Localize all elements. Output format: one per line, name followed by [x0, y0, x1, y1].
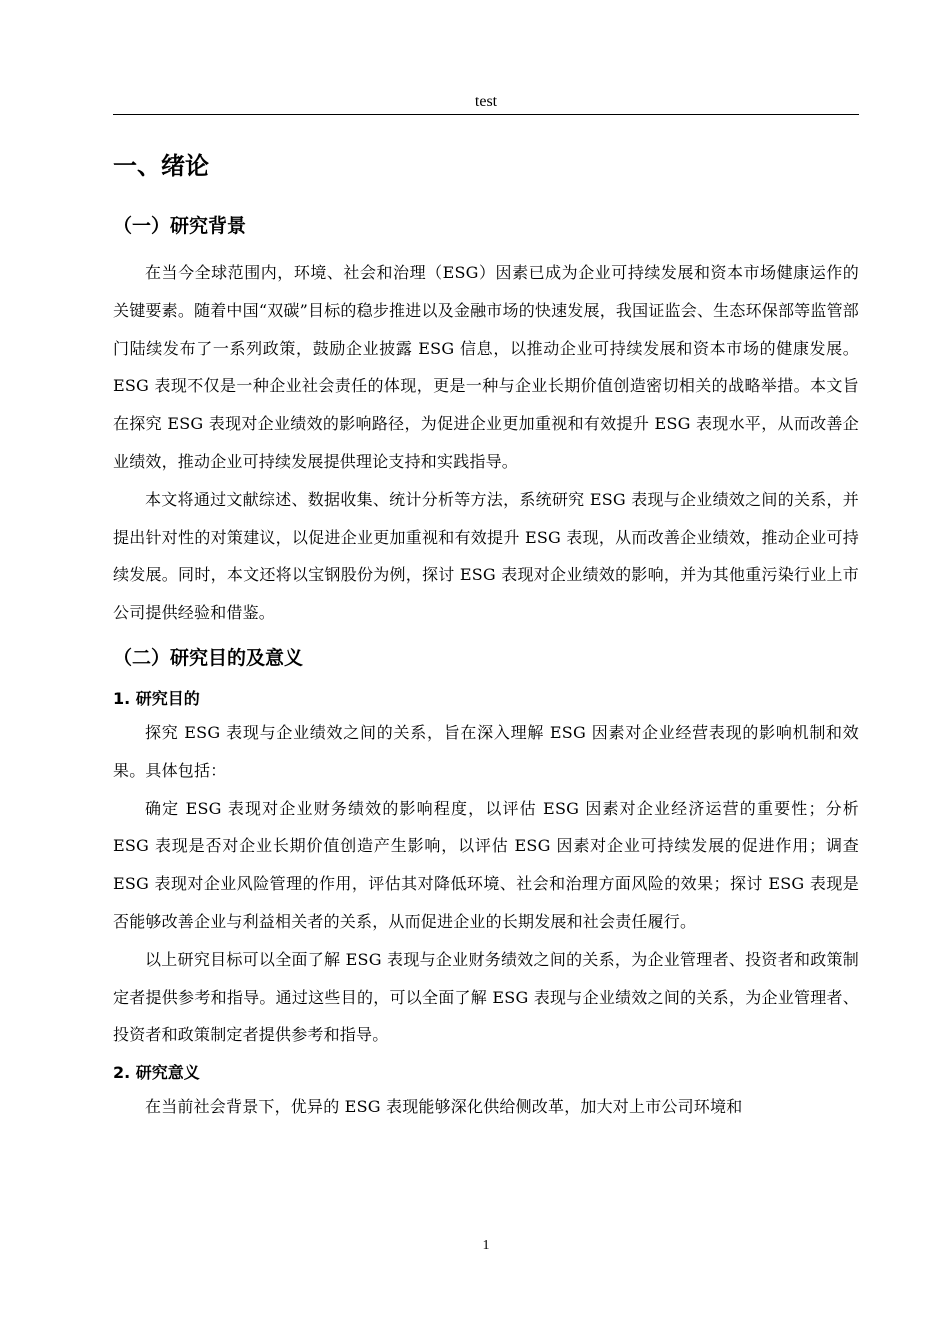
page-content: [113, 150, 859, 1126]
paragraph: 确定 ESG 表现对企业财务绩效的影响程度，以评估 ESG 因素对企业经济运营的重要性；分析 ESG 表现是否对企业长期价值创造产生影响，以评估 ESG 因素对企业可持续发展的促进作用；调查 ESG 表现对企业风险管理的作用，评估其对降低环境、社会和治理方面风险的效果；探讨 ESG 表现是否能够改善企业与利益相关者的关系，从而促进企业的长期发展和社会责任履行。: [113, 798, 859, 931]
section-heading-purpose: （二）研究目的及意义: [113, 646, 304, 669]
section-heading-background: （一）研究背景: [113, 215, 247, 237]
paragraph: 在当前社会背景下，优异的 ESG 表现能够深化供给侧改革，加大对上市公司环境和: [145, 1097, 743, 1117]
chapter-title: 一、绪论: [113, 152, 209, 180]
page-number: 1: [482, 1238, 490, 1253]
subsection-heading-purpose: 1. 研究目的: [113, 688, 200, 708]
paragraph: 在当今全球范围内，环境、社会和治理（ESG）因素已成为企业可持续发展和资本市场健康运作的关键要素。随着中国“双碳”目标的稳步推进以及金融市场的快速发展，我国证监会、生态环保部等监管部门陆续发布了一系列政策，鼓励企业披露 ESG 信息，以推动企业可持续发展和资本市场的健康发展。ESG 表现不仅是一种企业社会责任的体现，更是一种与企业长期价值创造密切相关的战略举措。本文旨在探究 ESG 表现对企业绩效的影响路径，为促进企业更加重视和有效提升 ESG 表现水平，从而改善企业绩效，推动企业可持续发展提供理论支持和实践指导。: [113, 263, 859, 471]
page-header: test: [113, 92, 859, 115]
paragraph: 探究 ESG 表现与企业绩效之间的关系，旨在深入理解 ESG 因素对企业经营表现的影响机制和效果。具体包括：: [113, 722, 859, 780]
subsection-heading-significance: 2. 研究意义: [113, 1063, 200, 1083]
paragraph: 以上研究目标可以全面了解 ESG 表现与企业财务绩效之间的关系，为企业管理者、投资者和政策制定者提供参考和指导。通过这些目的，可以全面了解 ESG 表现与企业绩效之间的关系，为企业管理者、投资者和政策制定者提供参考和指导。: [113, 949, 859, 1045]
paragraph: 本文将通过文献综述、数据收集、统计分析等方法，系统研究 ESG 表现与企业绩效之间的关系，并提出针对性的对策建议，以促进企业更加重视和有效提升 ESG 表现，从而改善企业绩效，推动企业可持续发展。同时，本文还将以宝钢股份为例，探讨 ESG 表现对企业绩效的影响，并为其他重污染行业上市公司提供经验和借鉴。: [113, 489, 859, 623]
